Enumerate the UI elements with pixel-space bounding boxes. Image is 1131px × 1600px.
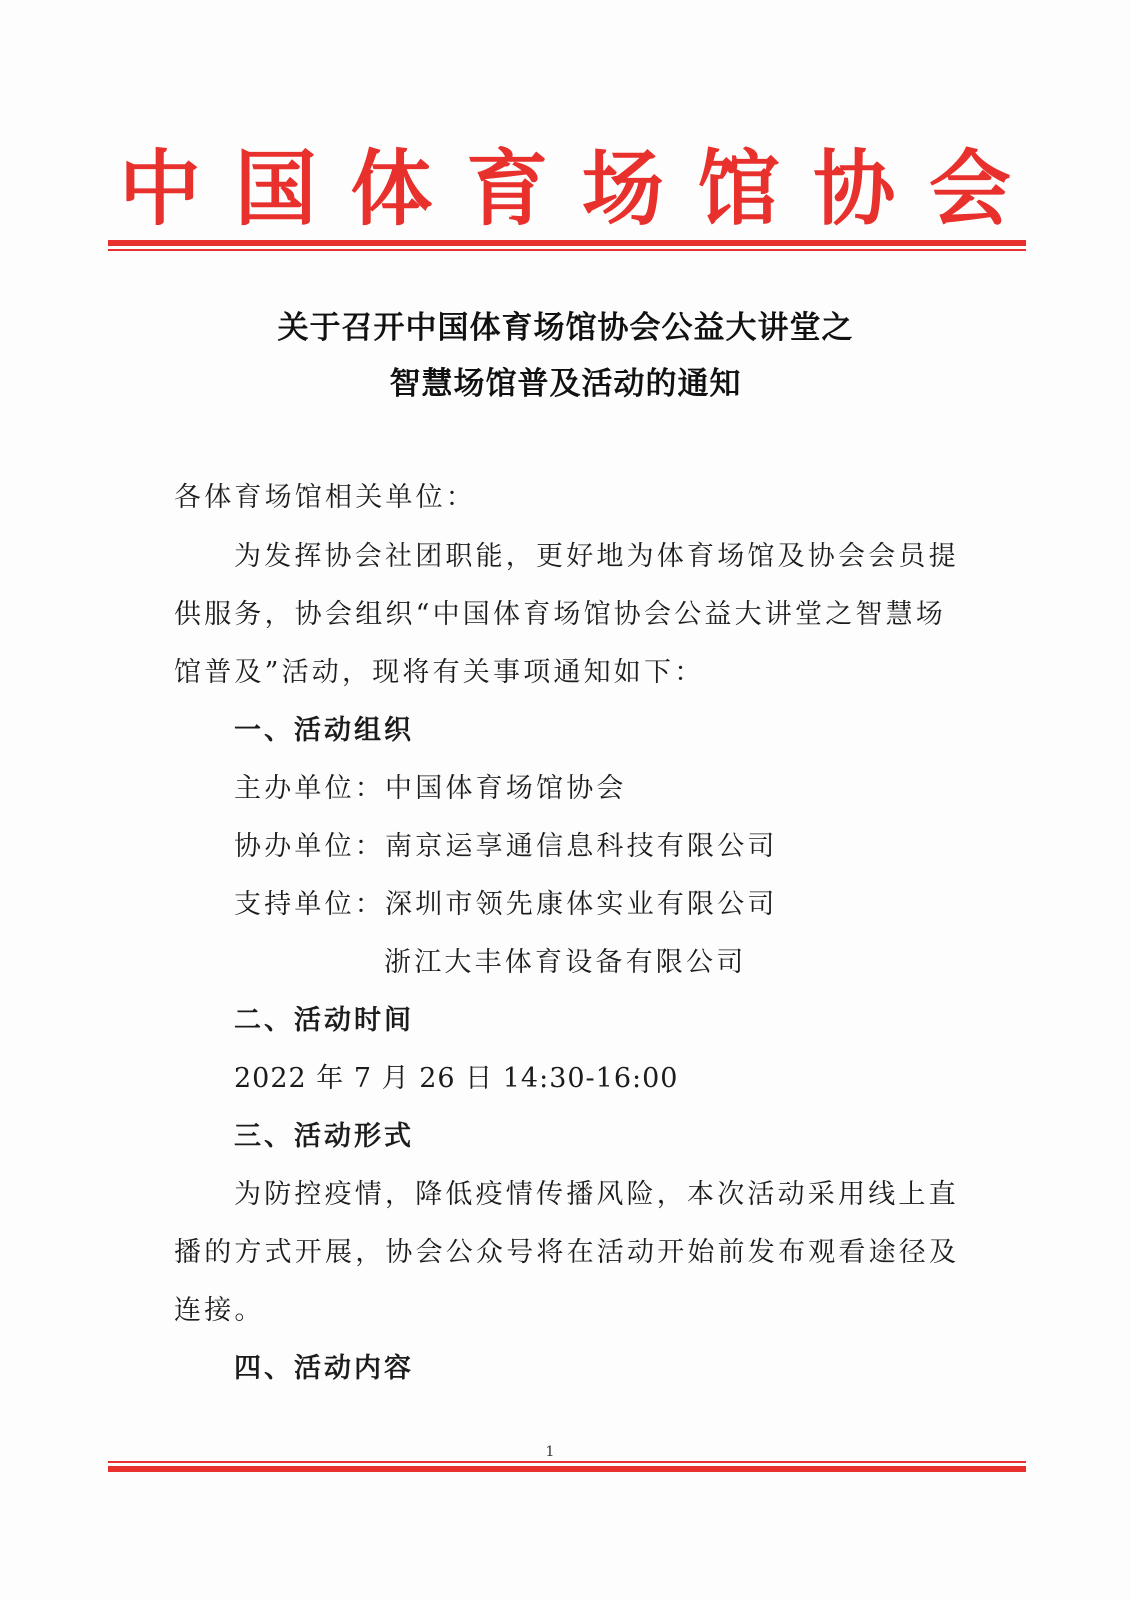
intro-paragraph-line: 为发挥协会社团职能，更好地为体育场馆及协会会员提 <box>234 541 959 572</box>
letterhead-char: 协 <box>813 142 896 237</box>
letterhead-title <box>110 140 1020 240</box>
letterhead-char: 国 <box>234 142 317 237</box>
intro-paragraph-line: 供服务，协会组织“中国体育场馆协会公益大讲堂之智慧场 <box>174 599 947 630</box>
notice-title-line-2: 智慧场馆普及活动的通知 <box>389 366 742 402</box>
notice-title-line-1: 关于召开中国体育场馆协会公益大讲堂之 <box>277 310 854 346</box>
header-rule-thin <box>108 249 1026 251</box>
support-unit: 支持单位：深圳市领先康体实业有限公司 <box>234 889 778 920</box>
page-number: 1 <box>545 1444 555 1460</box>
co-host-unit: 协办单位：南京运享通信息科技有限公司 <box>234 831 778 862</box>
salutation: 各体育场馆相关单位： <box>174 482 476 513</box>
event-time: 2022 年 7 月 26 日 14:30-16:00 <box>234 1063 679 1094</box>
letterhead-char: 体 <box>350 142 433 237</box>
intro-paragraph-line: 馆普及”活动，现将有关事项通知如下： <box>174 657 705 688</box>
section-heading-organization: 一、活动组织 <box>234 715 414 746</box>
format-paragraph-line: 为防控疫情，降低疫情传播风险，本次活动采用线上直 <box>234 1179 959 1210</box>
section-heading-time: 二、活动时间 <box>234 1005 414 1036</box>
footer-rule-thin <box>108 1461 1026 1463</box>
header-rule-thick <box>108 240 1026 246</box>
letterhead-char: 育 <box>466 142 549 237</box>
format-paragraph-line: 播的方式开展，协会公众号将在活动开始前发布观看途径及 <box>174 1237 960 1268</box>
host-unit: 主办单位：中国体育场馆协会 <box>234 773 627 804</box>
section-heading-content: 四、活动内容 <box>234 1353 414 1384</box>
letterhead-char: 会 <box>928 142 1011 237</box>
letterhead-char: 馆 <box>697 142 780 237</box>
section-heading-format: 三、活动形式 <box>234 1121 414 1152</box>
letterhead-char: 中 <box>118 142 201 237</box>
format-paragraph-line: 连接。 <box>174 1295 265 1326</box>
letterhead-char: 场 <box>581 142 664 237</box>
footer-rule-thick <box>108 1466 1026 1472</box>
support-unit-second: 浙江大丰体育设备有限公司 <box>384 947 747 978</box>
